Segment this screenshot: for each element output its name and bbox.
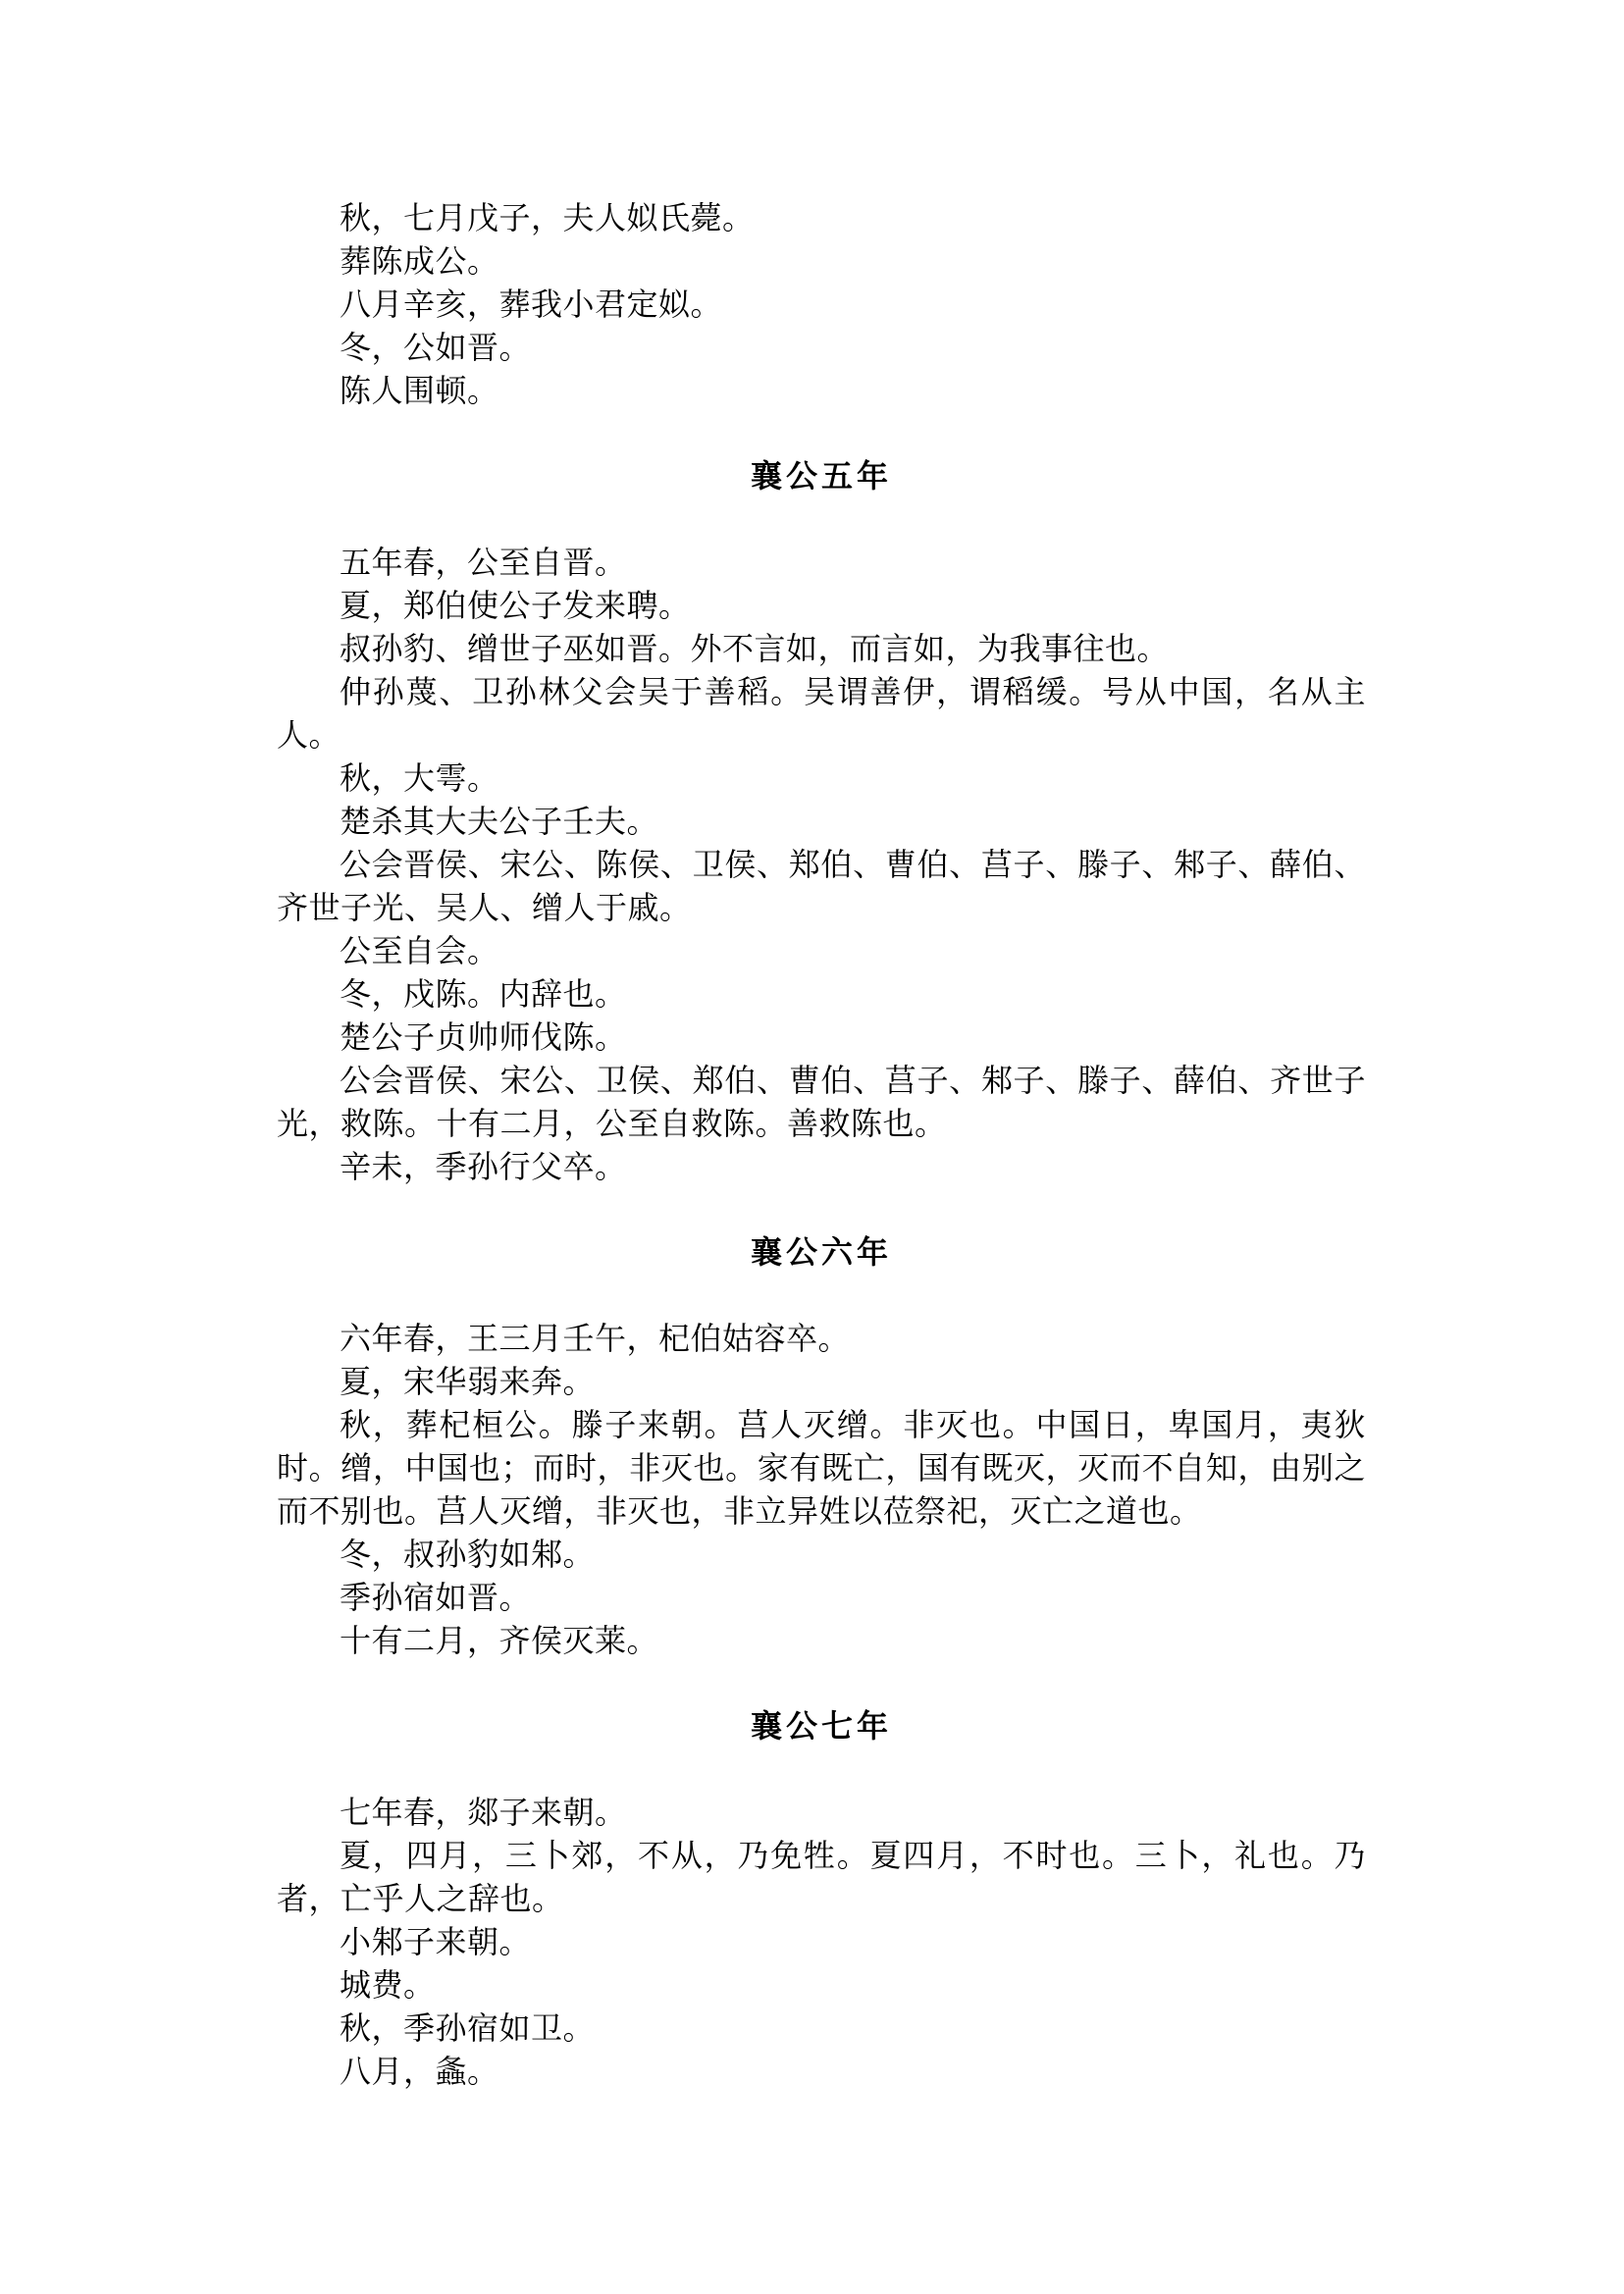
- paragraph: 秋，季孙宿如卫。: [340, 2009, 596, 2047]
- paragraph: 八月，螽。: [340, 2053, 499, 2090]
- section-xianggong-5: [277, 454, 1366, 1188]
- paragraph: 秋，七月戊子，夫人姒氏薨。: [340, 199, 755, 236]
- paragraph: 仲孙蔑、卫孙林父会吴于善稻。吴谓善伊，谓稻缓。号从中国，名从主人。: [277, 673, 1366, 754]
- paragraph: 公会晋侯、宋公、陈侯、卫侯、郑伯、曹伯、莒子、滕子、邾子、薛伯、齐世子光、吴人、缯人于戚。: [277, 846, 1366, 926]
- paragraph: 城费。: [340, 1966, 436, 2004]
- paragraph: 公至自会。: [340, 932, 499, 969]
- paragraph: 十有二月，齐侯灭莱。: [340, 1622, 659, 1659]
- section-xianggong-7: [277, 1704, 1366, 2093]
- paragraph: 冬，公如晋。: [340, 329, 532, 366]
- section-title: 襄公七年: [750, 1707, 892, 1745]
- paragraph: 冬，戍陈。内辞也。: [340, 975, 627, 1013]
- paragraph: 季孙宿如晋。: [340, 1579, 532, 1616]
- paragraph: 夏，宋华弱来奔。: [340, 1363, 596, 1400]
- document-page: [277, 196, 1366, 2093]
- section-title: 襄公六年: [750, 1233, 892, 1271]
- section-xianggong-6: [277, 1230, 1366, 1662]
- paragraph: 楚杀其大夫公子壬夫。: [340, 803, 659, 840]
- paragraph: 叔孙豹、缯世子巫如晋。外不言如，而言如，为我事往也。: [340, 630, 1170, 667]
- paragraph: 秋，葬杞桓公。滕子来朝。莒人灭缯。非灭也。中国日，卑国月，夷狄时。缯，中国也；而时，非灭也。家有既亡，国有既灭，灭而不自知，由别之而不别也。莒人灭缯，非灭也，非立异姓以莅祭祀，灭亡之道也。: [277, 1406, 1366, 1530]
- paragraph: 冬，叔孙豹如邾。: [340, 1536, 596, 1573]
- paragraph: 秋，大雩。: [340, 759, 499, 797]
- paragraph: 六年春，王三月壬午，杞伯姑容卒。: [340, 1320, 851, 1357]
- paragraph: 楚公子贞帅师伐陈。: [340, 1018, 627, 1056]
- paragraph: 葬陈成公。: [340, 242, 499, 280]
- intro-block: [277, 196, 1366, 412]
- paragraph: 五年春，公至自晋。: [340, 544, 627, 581]
- paragraph: 夏，郑伯使公子发来聘。: [340, 587, 691, 624]
- paragraph: 辛未，季孙行父卒。: [340, 1148, 627, 1185]
- paragraph: 夏，四月，三卜郊，不从，乃免牲。夏四月，不时也。三卜，礼也。乃者，亡乎人之辞也。: [277, 1837, 1366, 1917]
- paragraph: 小邾子来朝。: [340, 1923, 532, 1960]
- paragraph: 八月辛亥，葬我小君定姒。: [340, 286, 723, 323]
- paragraph: 七年春，郯子来朝。: [340, 1794, 627, 1831]
- section-title: 襄公五年: [750, 457, 892, 495]
- paragraph: 陈人围顿。: [340, 372, 499, 409]
- paragraph: 公会晋侯、宋公、卫侯、郑伯、曹伯、莒子、邾子、滕子、薛伯、齐世子光，救陈。十有二月，公至自救陈。善救陈也。: [277, 1062, 1366, 1142]
